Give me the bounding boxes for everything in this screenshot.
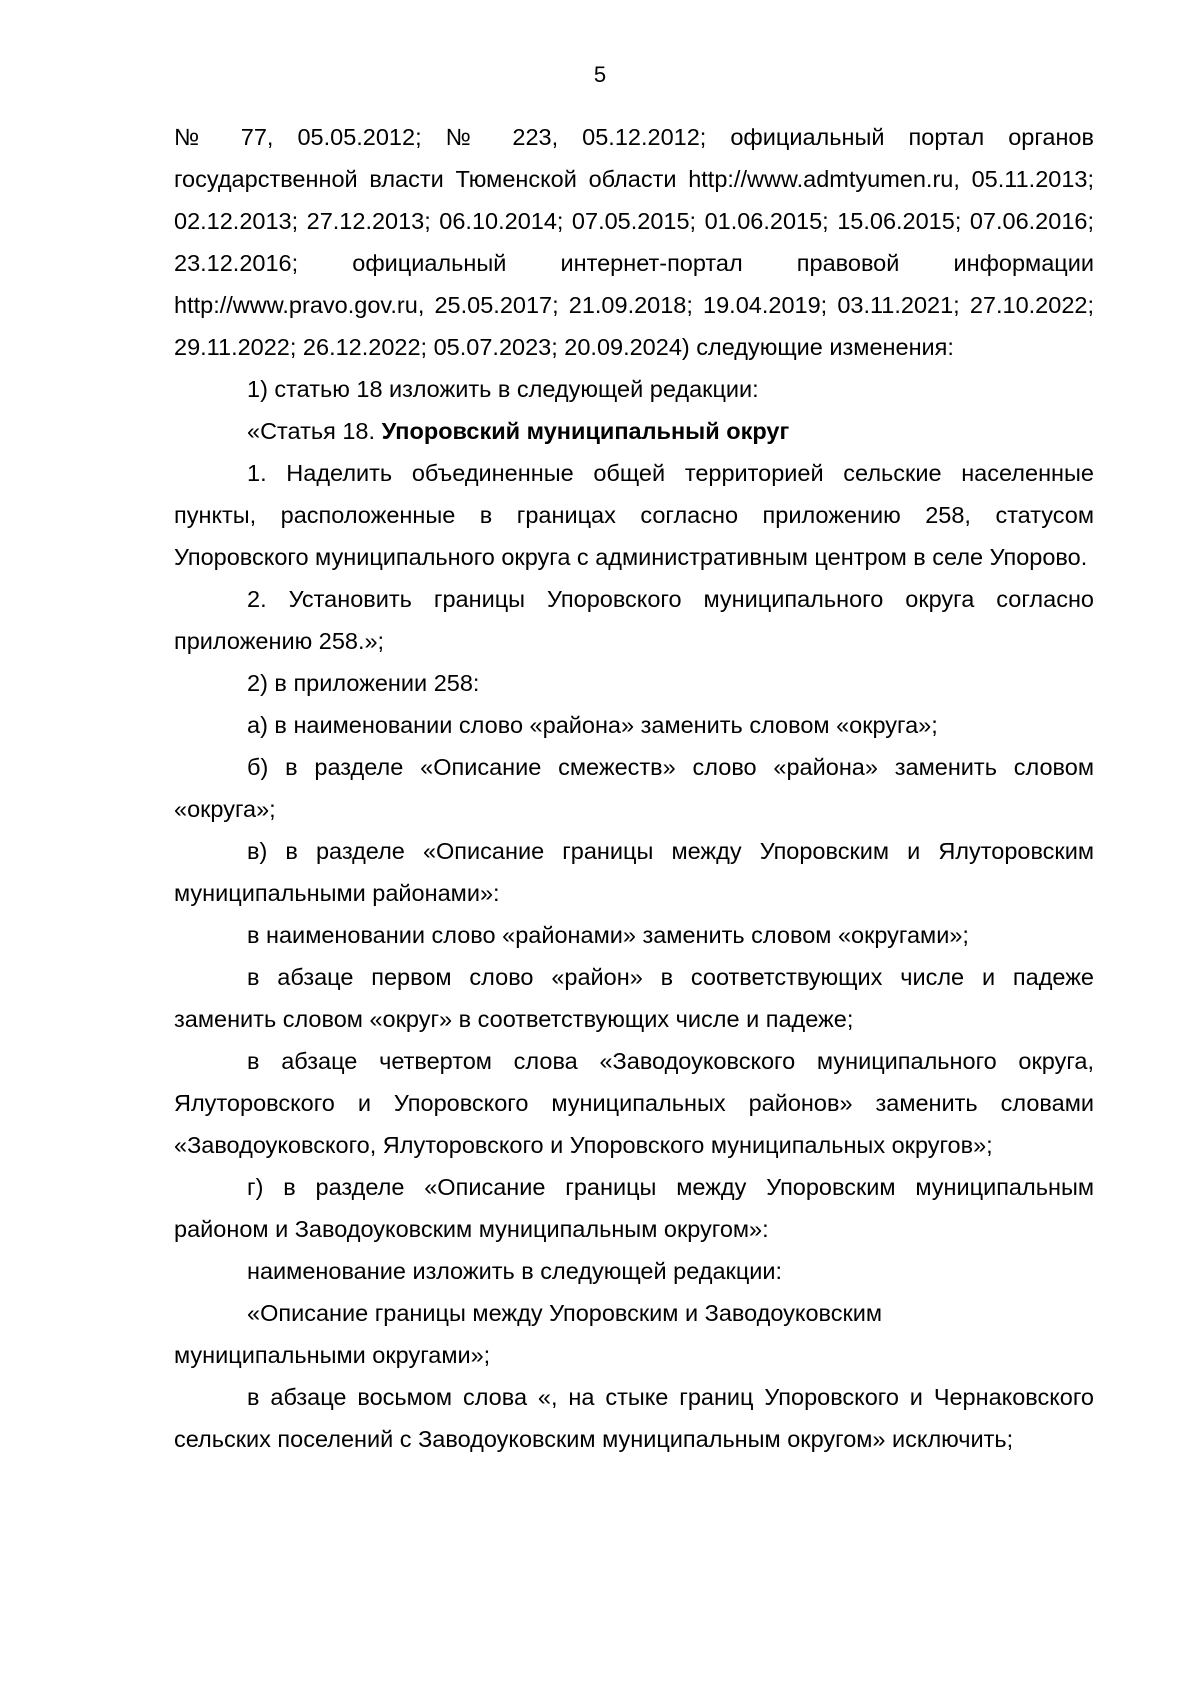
page-number: 5	[593, 62, 607, 87]
paragraph-article-18-heading	[174, 410, 1094, 452]
paragraph-item-2: 2) в приложении 258:	[247, 670, 480, 696]
document-body	[174, 116, 1094, 1460]
paragraph-subitem-a: а) в наименовании слово «района» заменить словом «округа»;	[247, 712, 938, 738]
paragraph-subitem-v-name: в наименовании слово «районами» заменить словом «округами»;	[247, 922, 969, 948]
paragraph-subitem-v-fourth: в абзаце четвертом слова «Заводоуковского муниципального округа, Ялуторовского и Упоровского муниципальных районов» заменить словами «Заводоуковского, Ялуторовского и Упоровского муниципальных округов»;	[174, 1048, 1094, 1158]
paragraph-article-18-part-1: 1. Наделить объединенные общей территорией сельские населенные пункты, расположенные в границах согласно приложению 258, статусом Упоровского муниципального округа с административным центром в селе Упорово.	[174, 460, 1094, 570]
paragraph-subitem-g-name: наименование изложить в следующей редакции:	[247, 1258, 783, 1284]
paragraph-article-18-part-2: 2. Установить границы Упоровского муниципального округа согласно приложению 258.»;	[174, 586, 1094, 654]
paragraph-subitem-g: г) в разделе «Описание границы между Упоровским муниципальным районом и Заводоуковским муниципальным округом»:	[174, 1174, 1094, 1242]
paragraph-subitem-b: б) в разделе «Описание смежеств» слово «района» заменить словом «округа»;	[174, 754, 1094, 822]
paragraph-new-name-line-1: «Описание границы между Упоровским и Заводоуковским	[247, 1300, 883, 1326]
paragraph-subitem-g-eighth: в абзаце восьмом слова «, на стыке границ Упоровского и Чернаковского сельских поселений с Заводоуковским муниципальным округом» исключить;	[174, 1384, 1094, 1452]
paragraph-subitem-v-first: в абзаце первом слово «район» в соответствующих числе и падеже заменить словом «округ» в соответствующих числе и падеже;	[174, 964, 1094, 1032]
paragraph-subitem-v: в) в разделе «Описание границы между Упоровским и Ялуторовским муниципальными районами»:	[174, 838, 1094, 906]
paragraph-amendment-sources: № 77, 05.05.2012; № 223, 05.12.2012; официальный портал органов государственной власти Тюменской области http://www.admtyumen.ru, 05.11.2013; 02.12.2013; 27.12.2013; 06.10.2014; 07.05.2015; 01.06.2015; 15.06.2015; 07.06.2016; 23.12.2016; официальный интернет-портал правовой информации http://www.pravo.gov.ru, 25.05.2017; 21.09.2018; 19.04.2019; 03.11.2021; 27.10.2022; 29.11.2022; 26.12.2022; 05.07.2023; 20.09.2024) следующие изменения:	[174, 124, 1094, 360]
paragraph-item-1: 1) статью 18 изложить в следующей редакции:	[247, 376, 759, 402]
article-18-prefix: «Статья 18.	[247, 418, 382, 444]
article-18-title: Упоровский муниципальный округ	[381, 418, 790, 444]
paragraph-new-name-line-2: муниципальными округами»;	[174, 1342, 491, 1368]
